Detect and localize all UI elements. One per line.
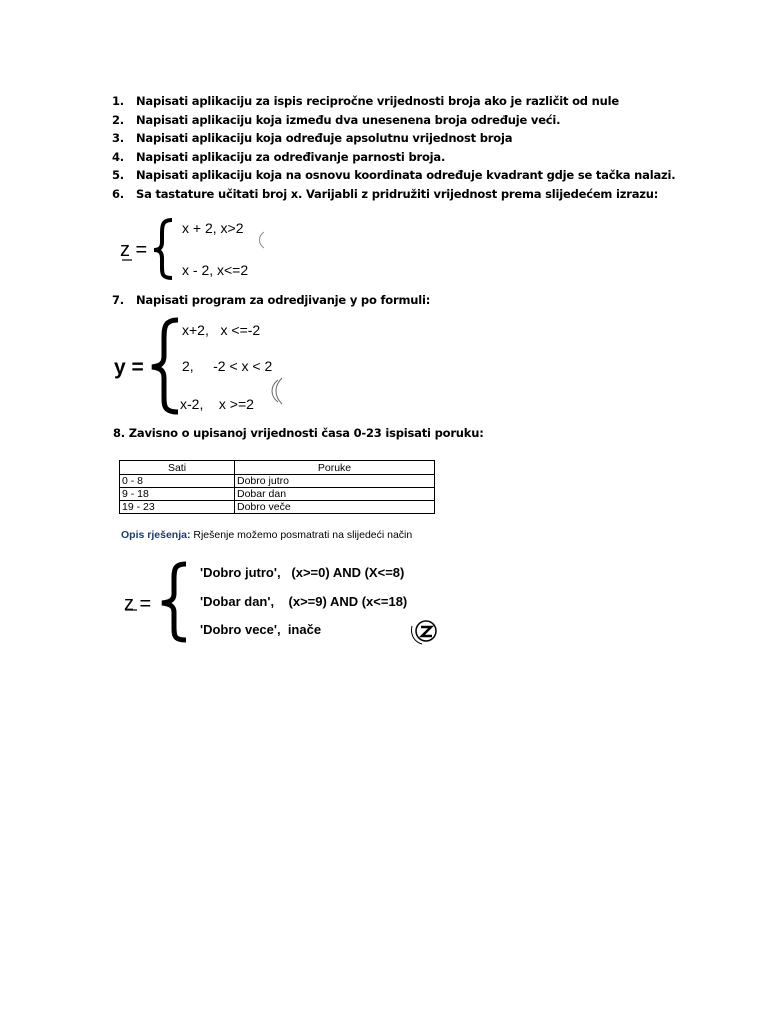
- task-number: 2.: [112, 112, 124, 127]
- table-row: [120, 501, 435, 514]
- curly-brace: [162, 564, 186, 640]
- solution-text: Rješenje možemo posmatrati na slijedeći način: [193, 529, 413, 541]
- task-list: [112, 92, 675, 203]
- table-cell: Dobar dan: [235, 488, 435, 501]
- formula-case-1: x + 2, x>2: [182, 220, 244, 236]
- table-header-row: [120, 461, 435, 475]
- formula-case-3: x-2, x >=2: [180, 396, 254, 412]
- task-7-heading: [112, 293, 430, 307]
- hours-table: [119, 460, 435, 514]
- table-cell: 9 - 18: [120, 488, 235, 501]
- table-cell: 19 - 23: [120, 501, 235, 514]
- task-text: Napisati aplikaciju za ispis recipročne vrijednosti broja ako je različit od nule: [136, 94, 619, 108]
- table-cell: Dobro veče: [235, 501, 435, 514]
- formula-lhs: z =: [120, 239, 148, 261]
- formula-case-2: x - 2, x<=2: [182, 262, 249, 278]
- task-item: [112, 185, 675, 204]
- task-item: [112, 92, 675, 111]
- task-text: Napisati program za odredjivanje y po formuli:: [136, 293, 431, 307]
- cursor-mark-icon: [260, 232, 265, 248]
- curly-brace: [154, 220, 172, 278]
- table-row: [120, 475, 435, 488]
- formula-case-2: 2, -2 < x < 2: [182, 358, 273, 374]
- table-cell: 0 - 8: [120, 475, 235, 488]
- formula-case-2: 'Dobar dan', (x>=9) AND (x<=18): [200, 594, 408, 609]
- formula-lhs: y =: [114, 356, 144, 379]
- formula-y-piecewise: [112, 316, 292, 416]
- formula-case-1: x+2, x <=-2: [182, 322, 261, 338]
- task-number: 6.: [112, 186, 124, 201]
- task-item: [112, 129, 675, 148]
- formula-z-messages: [112, 558, 452, 648]
- curly-brace: [152, 320, 178, 412]
- formula-z-piecewise: [112, 212, 282, 284]
- formula-lhs: z =: [124, 593, 152, 615]
- task-number: 4.: [112, 149, 124, 164]
- task-number: 3.: [112, 131, 124, 145]
- task-text: Napisati aplikaciju za određivanje parnosti broja.: [136, 149, 446, 164]
- task-text: Napisati aplikaciju koja između dva unesenena broja određuje veći.: [136, 112, 561, 127]
- formula-case-1: 'Dobro jutro', (x>=0) AND (X<=8): [200, 565, 405, 580]
- task-item: [112, 148, 675, 167]
- column-header: Sati: [120, 461, 235, 475]
- formula-case-3: 'Dobro vece', inače: [200, 622, 322, 637]
- task-number: 1.: [112, 94, 124, 108]
- task-number: 5.: [112, 168, 124, 182]
- table-cell: Dobro jutro: [235, 475, 435, 488]
- task-text: Napisati aplikaciju koja na osnovu koordinata određuje kvadrant gdje se tačka nalazi.: [136, 168, 676, 182]
- solution-label: Opis rješenja:: [121, 529, 191, 541]
- solution-description: [121, 529, 412, 541]
- task-8-heading: 8. Zavisno o upisanoj vrijednosti časa 0-23 ispisati poruku:: [113, 426, 484, 440]
- task-text: Sa tastature učitati broj x. Varijabli z pridružiti vrijednost prema slijedećem izrazu:: [136, 186, 659, 201]
- cursor-mark-icon: [411, 621, 436, 644]
- cursor-mark-icon: [272, 378, 282, 404]
- column-header: Poruke: [235, 461, 435, 475]
- table-row: [120, 488, 435, 501]
- task-item: [112, 166, 675, 185]
- task-number: 7.: [112, 293, 124, 307]
- task-text: Napisati aplikaciju koja određuje apsolutnu vrijednost broja: [136, 131, 513, 145]
- task-item: [112, 111, 675, 130]
